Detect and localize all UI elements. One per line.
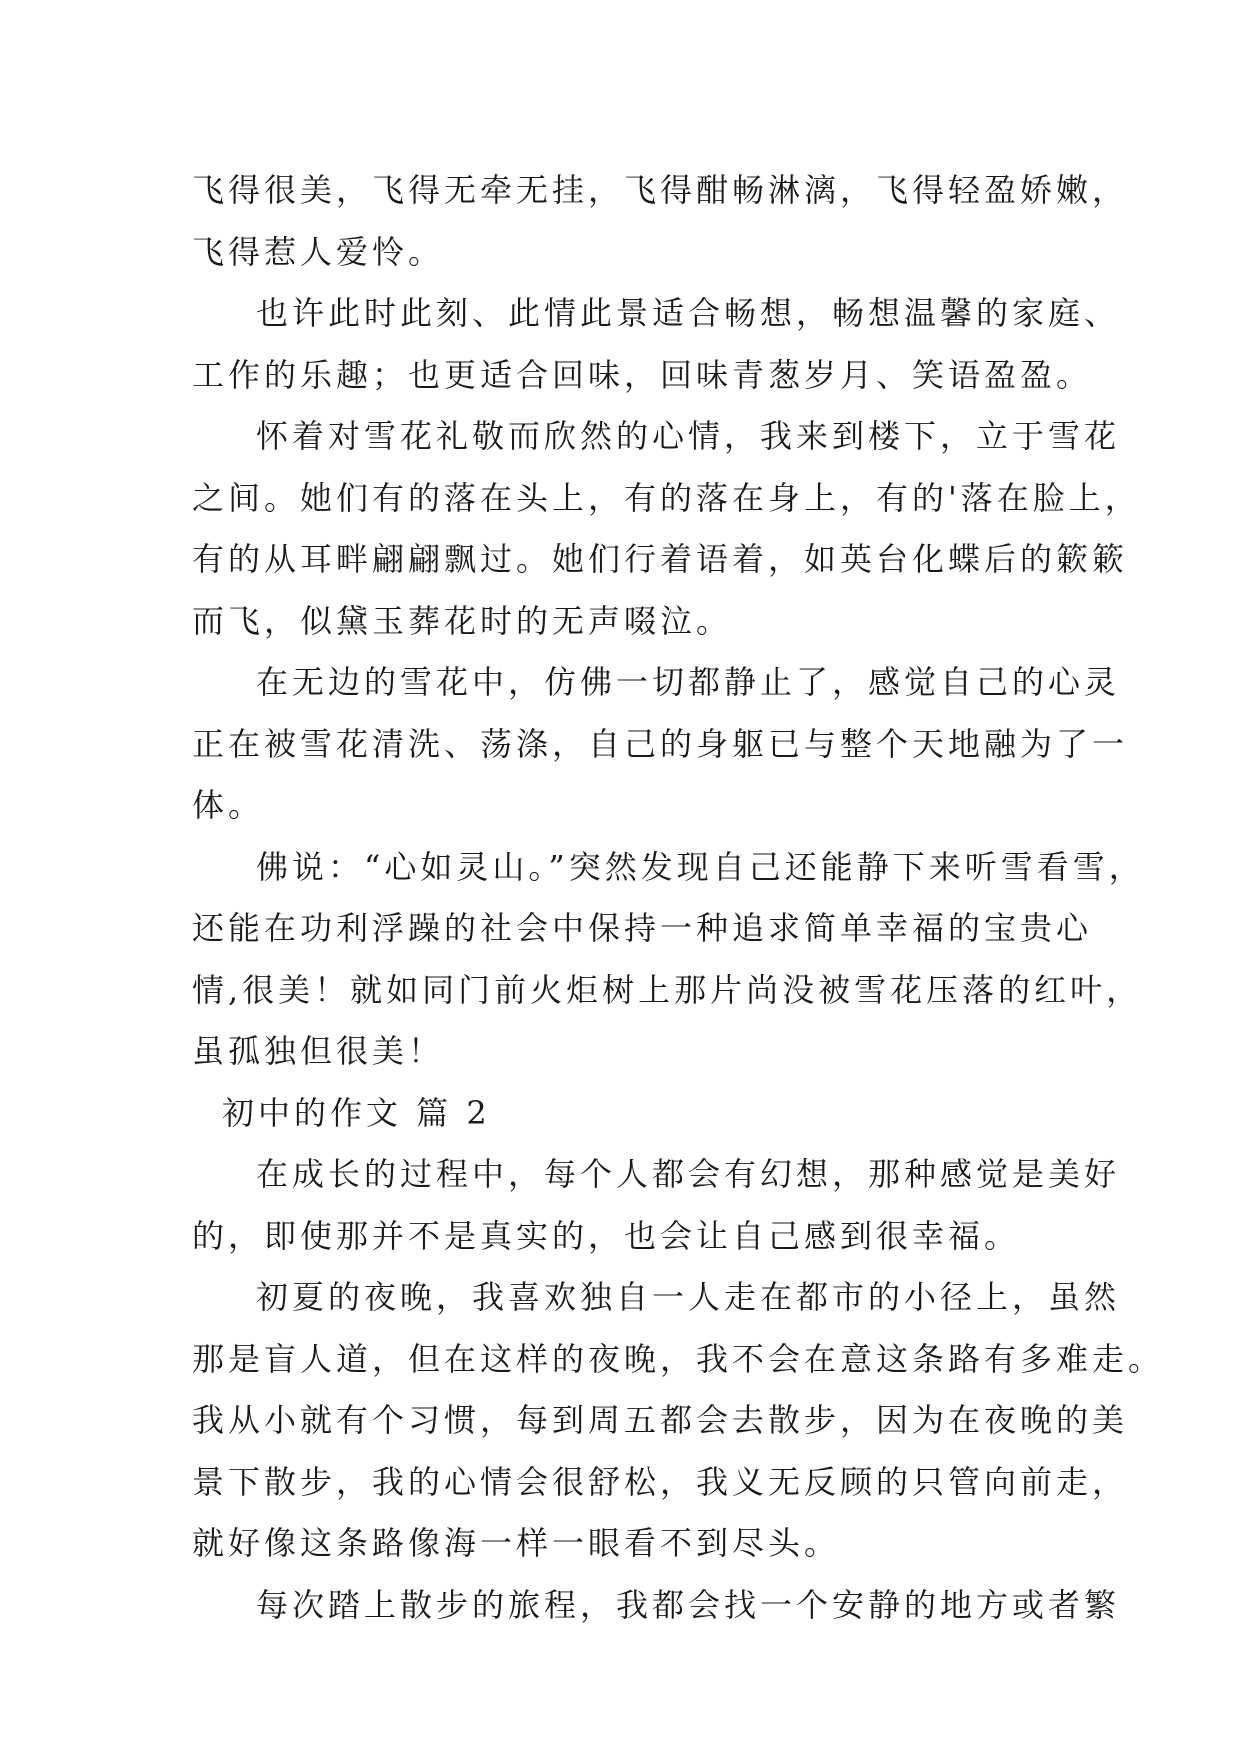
text-line: 飞得惹人爱怜。 xyxy=(192,232,445,271)
text-line: 那是盲人道，但在这样的夜晚，我不会在意这条路有多难走。 xyxy=(192,1339,1165,1378)
text-line: 景下散步，我的心情会很舒松，我义无反顾的只管向前走， xyxy=(192,1462,1129,1501)
text-line: 我从小就有个习惯，每到周五都会去散步，因为在夜晚的美 xyxy=(192,1401,1129,1439)
text-line: 之间。她们有的落在头上，有的落在身上，有的'落在脸上， xyxy=(192,478,1141,517)
paragraph-start-line: 每次踏上散步的旅程，我都会找一个安静的地方或者繁 xyxy=(256,1585,1121,1624)
paragraph-start-line: 初夏的夜晚，我喜欢独自一人走在都市的小径上，虽然 xyxy=(256,1278,1121,1316)
essay-text xyxy=(192,160,1165,1636)
text-line: 情,很美！就如同门前火炬树上那片尚没被雪花压落的红叶， xyxy=(192,970,1143,1009)
text-line: 还能在功利浮躁的社会中保持一种追求简单幸福的宝贵心 xyxy=(192,909,1093,947)
text-line: 虽孤独但很美！ xyxy=(192,1032,445,1070)
paragraph-start-line: 怀着对雪花礼敬而欣然的心情，我来到楼下，立于雪花 xyxy=(256,417,1121,455)
text-line: 工作的乐趣；也更适合回味，回味青葱岁月、笑语盈盈。 xyxy=(192,355,1093,394)
paragraph-start-line: 佛说：“心如灵山。”突然发现自己还能静下来听雪看雪， xyxy=(256,847,1145,886)
text-line: 体。 xyxy=(192,786,265,824)
text-line: 就好像这条路像海一样一眼看不到尽头。 xyxy=(192,1524,841,1562)
text-line: 的，即使那并不是真实的，也会让自己感到很幸福。 xyxy=(192,1216,1021,1255)
text-line: 而飞，似黛玉葬花时的无声啜泣。 xyxy=(192,601,733,640)
paragraph-start-line: 也许此时此刻、此情此景适合畅想，畅想温馨的家庭、 xyxy=(256,294,1121,332)
paragraph-start-line: 在无边的雪花中，仿佛一切都静止了，感觉自己的心灵 xyxy=(256,663,1121,701)
section-heading: 初中的作文 篇 2 xyxy=(222,1093,491,1132)
paragraph-start-line: 在成长的过程中，每个人都会有幻想，那种感觉是美好 xyxy=(256,1155,1121,1193)
text-line: 飞得很美，飞得无牵无挂，飞得酣畅淋漓，飞得轻盈娇嫩， xyxy=(192,171,1129,209)
text-line: 有的从耳畔翩翩飘过。她们行着语着，如英台化蝶后的簌簌 xyxy=(192,540,1129,578)
text-line: 正在被雪花清洗、荡涤，自己的身躯已与整个天地融为了一 xyxy=(192,724,1129,763)
